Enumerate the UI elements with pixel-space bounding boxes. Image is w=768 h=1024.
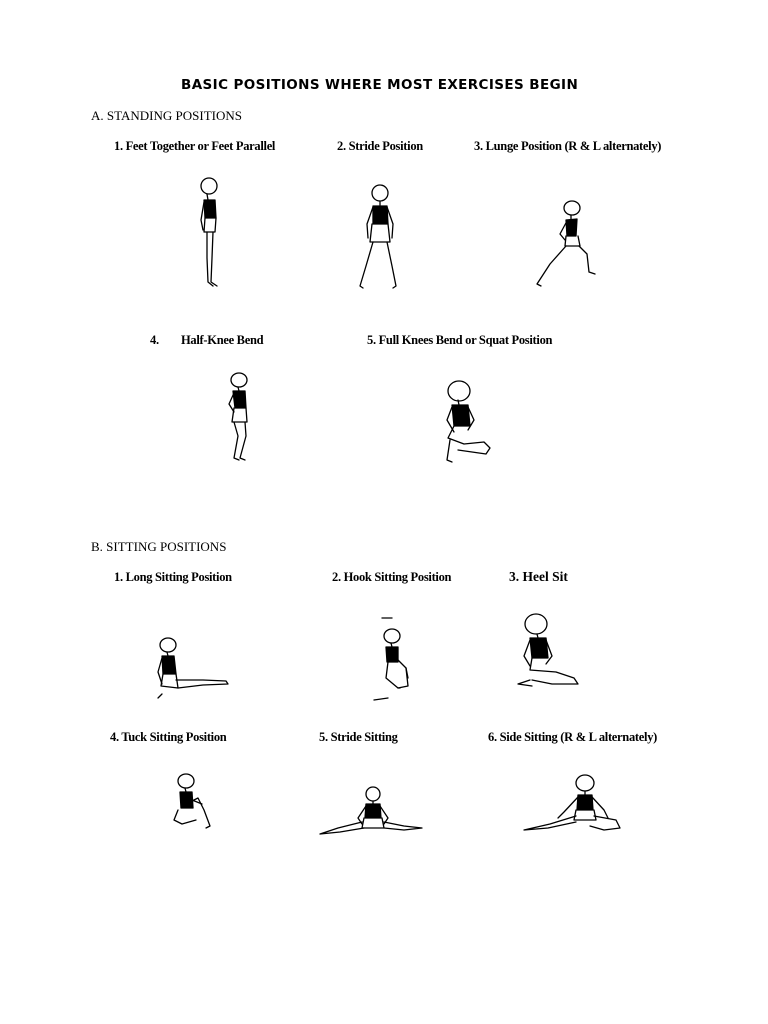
label-half-knee-bend-number: 4. — [150, 333, 159, 347]
standing-side-figure — [180, 172, 240, 292]
label-tuck-sitting: 4. Tuck Sitting Position — [110, 730, 227, 744]
squat-figure — [430, 378, 500, 466]
heel-sit-figure — [512, 608, 588, 690]
label-long-sitting: 1. Long Sitting Position — [114, 570, 232, 584]
label-stride-sitting: 5. Stride Sitting — [319, 730, 398, 744]
hook-sitting-figure — [370, 612, 420, 704]
label-hook-sitting: 2. Hook Sitting Position — [332, 570, 452, 584]
side-sitting-figure — [520, 772, 630, 836]
label-stride-position: 2. Stride Position — [337, 139, 423, 153]
half-knee-bend-figure — [212, 368, 272, 464]
stride-figure — [348, 180, 408, 292]
label-lunge-position: 3. Lunge Position (R & L alternately) — [474, 139, 662, 153]
stride-sitting-figure — [318, 784, 428, 840]
section-heading-standing: A. STANDING POSITIONS — [91, 108, 242, 123]
label-heel-sit: 3. Heel Sit — [509, 569, 568, 584]
page-title: BASIC POSITIONS WHERE MOST EXERCISES BEGIN — [181, 77, 579, 93]
label-squat-position: 5. Full Knees Bend or Squat Position — [367, 333, 553, 347]
section-heading-sitting: B. SITTING POSITIONS — [91, 539, 227, 554]
label-feet-together: 1. Feet Together or Feet Parallel — [114, 139, 276, 153]
label-side-sitting: 6. Side Sitting (R & L alternately) — [488, 730, 658, 744]
label-half-knee-bend: Half-Knee Bend — [181, 333, 264, 347]
lunge-figure — [525, 196, 605, 291]
tuck-sitting-figure — [166, 770, 216, 832]
long-sitting-figure — [148, 634, 238, 700]
